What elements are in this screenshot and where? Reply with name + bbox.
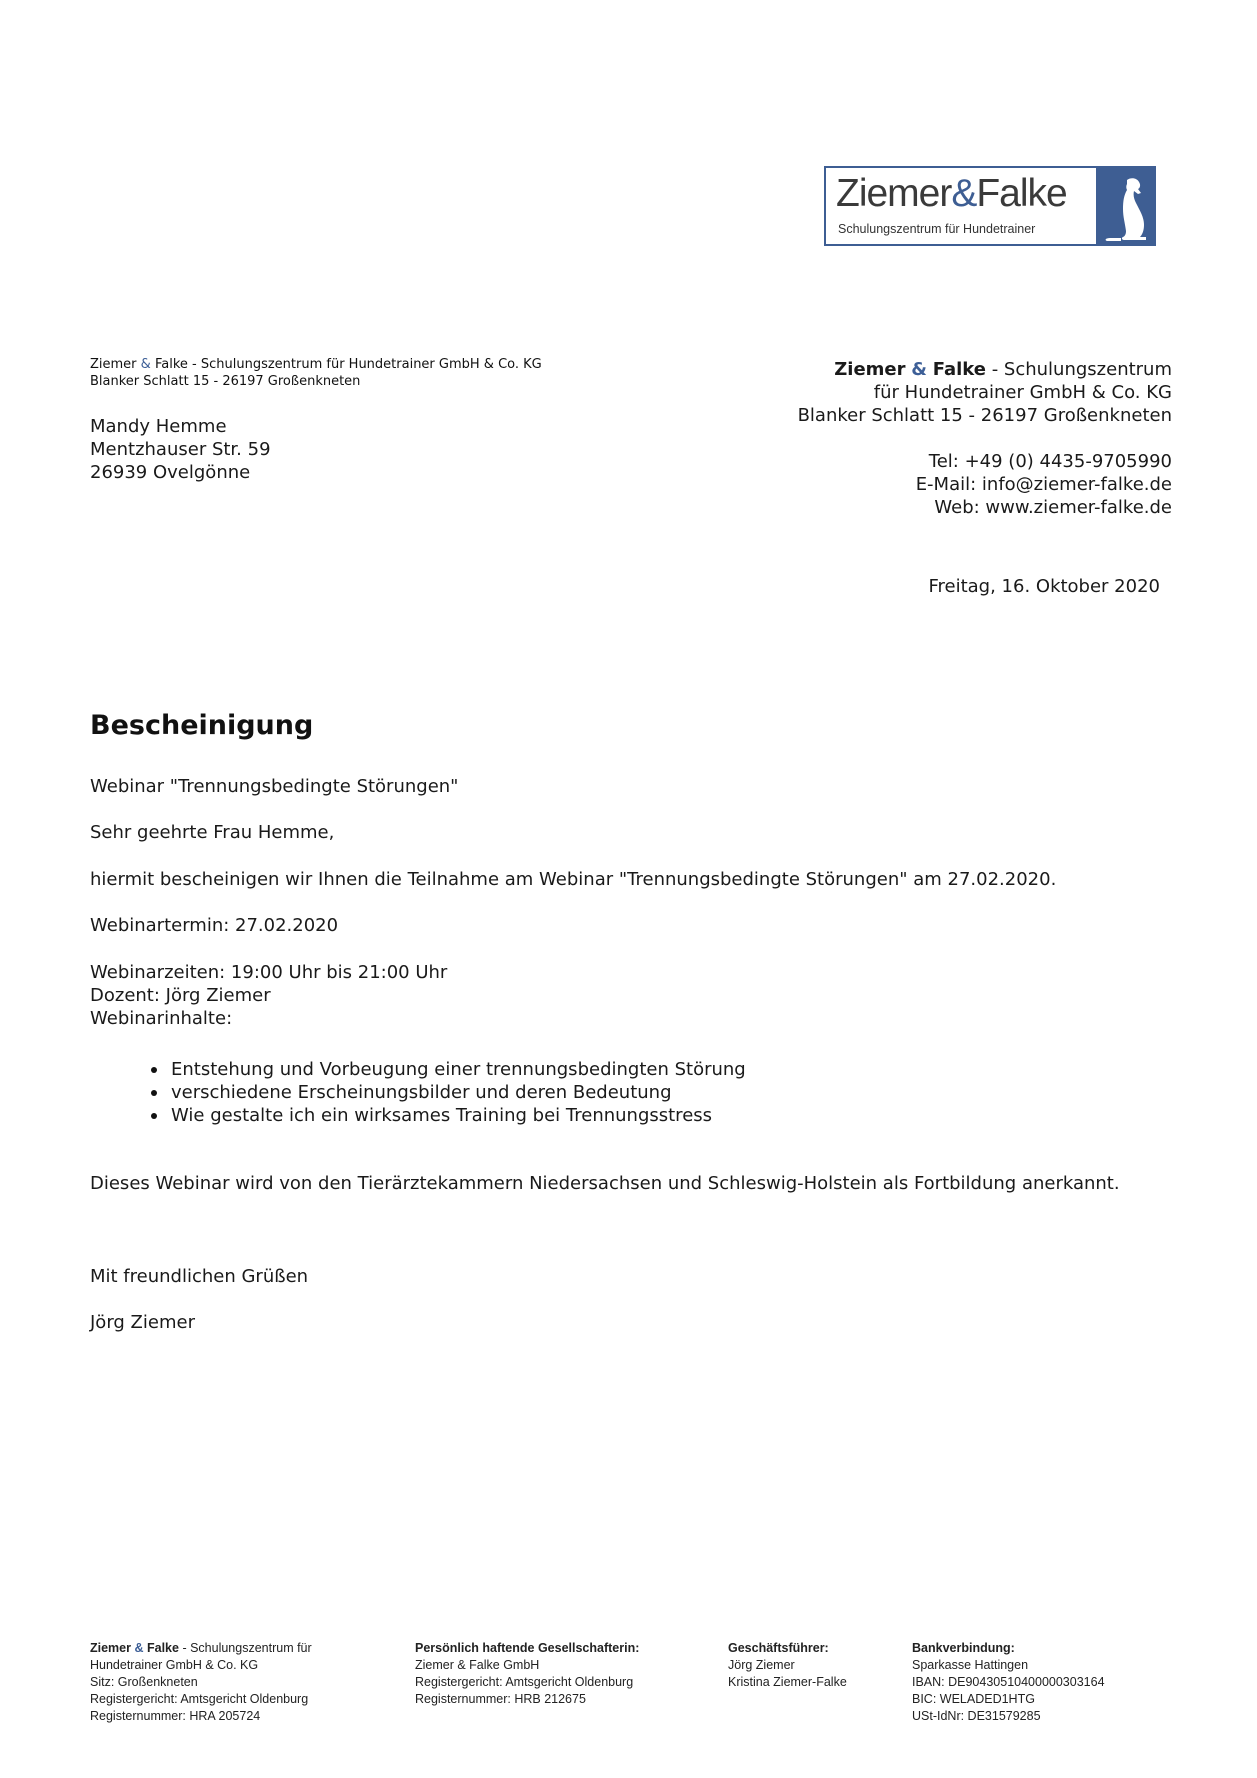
signature-name: Jörg Ziemer [90,1312,195,1333]
footer-bank: Bankverbindung: Sparkasse Hattingen IBAN: DE90430510400000303164 BIC: WELADED1HTG USt-IdNr: DE31579285 [912,1641,1105,1723]
company-logo [824,166,1156,246]
footer-partner: Persönlich haftende Gesellschafterin: Ziemer & Falke GmbH Registergericht: Amtsgericht Oldenburg Registernummer: HRB 212675 [415,1641,640,1706]
recipient-address [90,415,271,484]
webinar-times: Webinarzeiten: 19:00 Uhr bis 21:00 Uhr [90,962,448,983]
recipient-name: Mandy Hemme [90,416,227,437]
sender-web: Web: www.ziemer-falke.de [934,497,1172,518]
letter-body: hiermit bescheinigen wir Ihnen die Teilnahme am Webinar "Trennungsbedingte Störungen" am 27.02.2020. [90,869,1057,890]
list-item: Wie gestalte ich ein wirksames Training bei Trennungsstress [145,1104,746,1127]
list-item: verschiedene Erscheinungsbilder und deren Bedeutung [145,1081,746,1104]
webinar-contents-list [145,1058,746,1127]
letter-date: Freitag, 16. Oktober 2020 [928,576,1160,597]
logo-wordmark: Ziemer&Falke [836,172,1067,215]
sender-email: E-Mail: info@ziemer-falke.de [915,474,1172,495]
webinar-lecturer: Dozent: Jörg Ziemer [90,985,271,1006]
letter-heading: Bescheinigung [90,710,314,741]
recipient-city: 26939 Ovelgönne [90,462,251,483]
letter-salutation: Sehr geehrte Frau Hemme, [90,822,335,843]
accreditation-note: Dieses Webinar wird von den Tierärztekammern Niedersachsen und Schleswig-Holstein als Fortbildung anerkannt. [90,1173,1120,1194]
footer-managers: Geschäftsführer: Jörg Ziemer Kristina Ziemer-Falke [728,1641,847,1689]
recipient-street: Mentzhauser Str. 59 [90,439,271,460]
footer-company: Ziemer & Falke - Schulungszentrum für Hundetrainer GmbH & Co. KG Sitz: Großenkneten Registergericht: Amtsgericht Oldenburg Registernummer: HRA 205724 [90,1641,312,1723]
dog-icon [1096,168,1154,244]
webinar-contents-label: Webinarinhalte: [90,1008,233,1029]
webinar-date: Webinartermin: 27.02.2020 [90,915,339,936]
closing-phrase: Mit freundlichen Grüßen [90,1266,309,1287]
sender-contact [916,450,1172,519]
sender-return-address: Ziemer & Falke - Schulungszentrum für Hundetrainer GmbH & Co. KG Blanker Schlatt 15 - 26197 Großenkneten [90,357,542,389]
letter-subject: Webinar "Trennungsbedingte Störungen" [90,776,459,797]
logo-subtitle: Schulungszentrum für Hundetrainer [838,222,1036,236]
sender-tel: Tel: +49 (0) 4435-9705990 [928,451,1172,472]
sender-address: Ziemer & Falke - Schulungszentrum für Hundetrainer GmbH & Co. KG Blanker Schlatt 15 - 26197 Großenkneten [797,359,1172,426]
list-item: Entstehung und Vorbeugung einer trennungsbedingten Störung [145,1058,746,1081]
